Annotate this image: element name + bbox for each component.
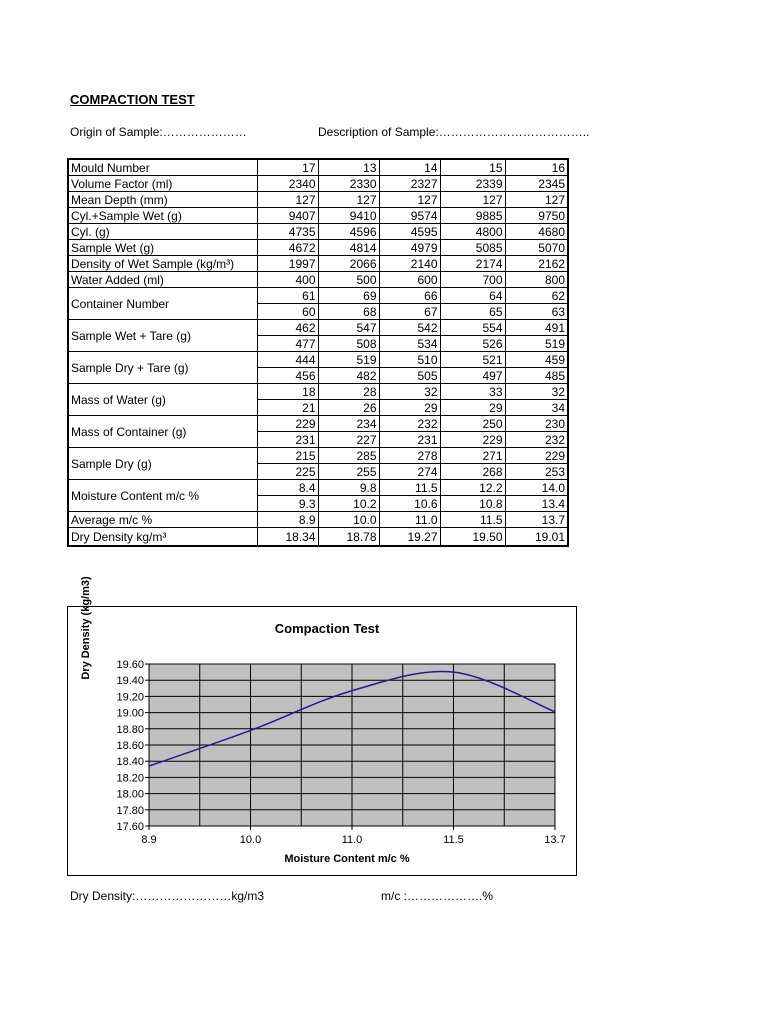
table-cell: 9750 bbox=[505, 208, 568, 224]
table-cell: 127 bbox=[257, 192, 318, 208]
table-cell: 10.8 bbox=[440, 496, 505, 512]
table-cell: 526 bbox=[440, 336, 505, 352]
table-cell: 19.27 bbox=[379, 528, 440, 547]
row-label: Container Number bbox=[68, 288, 257, 320]
table-cell: 2066 bbox=[318, 256, 379, 272]
table-cell: 4979 bbox=[379, 240, 440, 256]
table-cell: 2340 bbox=[257, 176, 318, 192]
table-cell: 9.3 bbox=[257, 496, 318, 512]
table-cell: 28 bbox=[318, 384, 379, 400]
table-cell: 18.34 bbox=[257, 528, 318, 547]
table-cell: 10.6 bbox=[379, 496, 440, 512]
table-cell: 482 bbox=[318, 368, 379, 384]
table-cell: 456 bbox=[257, 368, 318, 384]
table-cell: 229 bbox=[505, 448, 568, 464]
y-tick-label: 17.60 bbox=[116, 821, 144, 833]
table-cell: 491 bbox=[505, 320, 568, 336]
table-cell: 8.4 bbox=[257, 480, 318, 496]
table-cell: 68 bbox=[318, 304, 379, 320]
table-cell: 34 bbox=[505, 400, 568, 416]
table-cell: 274 bbox=[379, 464, 440, 480]
row-label: Mould Number bbox=[68, 159, 257, 176]
description-of-sample-label: Description of Sample:……………………………….. bbox=[318, 125, 590, 139]
table-cell: 11.5 bbox=[379, 480, 440, 496]
table-cell: 5070 bbox=[505, 240, 568, 256]
table-cell: 232 bbox=[379, 416, 440, 432]
table-cell: 255 bbox=[318, 464, 379, 480]
y-axis-label: Dry Density (kg/m3) bbox=[80, 576, 92, 680]
chart-svg bbox=[68, 607, 576, 875]
row-label: Sample Dry + Tare (g) bbox=[68, 352, 257, 384]
table-cell: 9407 bbox=[257, 208, 318, 224]
table-cell: 33 bbox=[440, 384, 505, 400]
x-tick-label: 11.5 bbox=[443, 834, 464, 846]
table-cell: 13 bbox=[318, 159, 379, 176]
table-cell: 497 bbox=[440, 368, 505, 384]
y-tick-label: 18.00 bbox=[116, 788, 144, 801]
page-title: COMPACTION TEST bbox=[70, 92, 195, 107]
x-axis-label: Moisture Content m/c % bbox=[284, 853, 410, 865]
table-cell: 2174 bbox=[440, 256, 505, 272]
table-cell: 700 bbox=[440, 272, 505, 288]
table-cell: 18.78 bbox=[318, 528, 379, 547]
row-label: Sample Wet (g) bbox=[68, 240, 257, 256]
y-tick-label: 18.20 bbox=[116, 772, 144, 785]
table-cell: 11.0 bbox=[379, 512, 440, 528]
table-cell: 215 bbox=[257, 448, 318, 464]
table-cell: 230 bbox=[505, 416, 568, 432]
table-row bbox=[68, 320, 568, 336]
table-cell: 444 bbox=[257, 352, 318, 368]
table-cell: 477 bbox=[257, 336, 318, 352]
row-label: Sample Dry (g) bbox=[68, 448, 257, 480]
table-cell: 2345 bbox=[505, 176, 568, 192]
table-row bbox=[68, 384, 568, 400]
table-cell: 2140 bbox=[379, 256, 440, 272]
table-cell: 4672 bbox=[257, 240, 318, 256]
table-cell: 14.0 bbox=[505, 480, 568, 496]
footer-dry-density-field: Dry Density:……………………kg/m3 bbox=[70, 889, 265, 903]
table-cell: 26 bbox=[318, 400, 379, 416]
table-cell: 9410 bbox=[318, 208, 379, 224]
table-cell: 9574 bbox=[379, 208, 440, 224]
compaction-data-table bbox=[67, 158, 569, 547]
table-cell: 65 bbox=[440, 304, 505, 320]
table-row bbox=[68, 272, 568, 288]
table-cell: 459 bbox=[505, 352, 568, 368]
y-tick-label: 18.40 bbox=[116, 756, 144, 769]
table-cell: 15 bbox=[440, 159, 505, 176]
row-label: Mass of Water (g) bbox=[68, 384, 257, 416]
row-label: Mean Depth (mm) bbox=[68, 192, 257, 208]
y-tick-label: 18.60 bbox=[116, 740, 144, 752]
x-tick-label: 13.7 bbox=[544, 834, 566, 846]
table-row bbox=[68, 176, 568, 192]
table-cell: 127 bbox=[318, 192, 379, 208]
table-cell: 2339 bbox=[440, 176, 505, 192]
table-cell: 4596 bbox=[318, 224, 379, 240]
table-cell: 17 bbox=[257, 159, 318, 176]
table-cell: 542 bbox=[379, 320, 440, 336]
table-row bbox=[68, 256, 568, 272]
table-row bbox=[68, 288, 568, 304]
table-cell: 285 bbox=[318, 448, 379, 464]
table-cell: 519 bbox=[505, 336, 568, 352]
table-cell: 547 bbox=[318, 320, 379, 336]
footer-moisture-content-field: m/c :……………….% bbox=[381, 889, 494, 903]
row-label: Water Added (ml) bbox=[68, 272, 257, 288]
origin-of-sample-label: Origin of Sample:………………… bbox=[70, 125, 247, 139]
table-cell: 18 bbox=[257, 384, 318, 400]
table-cell: 250 bbox=[440, 416, 505, 432]
table-cell: 127 bbox=[440, 192, 505, 208]
table-cell: 64 bbox=[440, 288, 505, 304]
table-cell: 29 bbox=[440, 400, 505, 416]
table-cell: 67 bbox=[379, 304, 440, 320]
table-cell: 519 bbox=[318, 352, 379, 368]
table-row bbox=[68, 352, 568, 368]
table-row bbox=[68, 240, 568, 256]
table-cell: 66 bbox=[379, 288, 440, 304]
y-tick-label: 19.00 bbox=[116, 707, 144, 720]
table-cell: 4800 bbox=[440, 224, 505, 240]
table-cell: 521 bbox=[440, 352, 505, 368]
table-cell: 19.50 bbox=[440, 528, 505, 547]
table-row bbox=[68, 448, 568, 464]
row-label: Cyl.+Sample Wet (g) bbox=[68, 208, 257, 224]
table-cell: 32 bbox=[505, 384, 568, 400]
table-cell: 500 bbox=[318, 272, 379, 288]
table-cell: 9.8 bbox=[318, 480, 379, 496]
table-cell: 229 bbox=[257, 416, 318, 432]
table-cell: 29 bbox=[379, 400, 440, 416]
y-tick-label: 19.60 bbox=[116, 659, 144, 671]
table-row bbox=[68, 480, 568, 496]
table-cell: 600 bbox=[379, 272, 440, 288]
y-tick-label: 17.80 bbox=[116, 804, 144, 817]
row-label: Volume Factor (ml) bbox=[68, 176, 257, 192]
table-cell: 4595 bbox=[379, 224, 440, 240]
table-cell: 554 bbox=[440, 320, 505, 336]
row-label: Average m/c % bbox=[68, 512, 257, 528]
table-cell: 1997 bbox=[257, 256, 318, 272]
table-cell: 127 bbox=[505, 192, 568, 208]
table-cell: 10.2 bbox=[318, 496, 379, 512]
table-cell: 8.9 bbox=[257, 512, 318, 528]
row-label: Mass of Container (g) bbox=[68, 416, 257, 448]
table-row bbox=[68, 192, 568, 208]
table-cell: 231 bbox=[379, 432, 440, 448]
row-label: Moisture Content m/c % bbox=[68, 480, 257, 512]
table-cell: 225 bbox=[257, 464, 318, 480]
table-cell: 4814 bbox=[318, 240, 379, 256]
table-row bbox=[68, 416, 568, 432]
table-row bbox=[68, 512, 568, 528]
table-cell: 127 bbox=[379, 192, 440, 208]
table-cell: 12.2 bbox=[440, 480, 505, 496]
table-cell: 400 bbox=[257, 272, 318, 288]
table-cell: 63 bbox=[505, 304, 568, 320]
compaction-chart bbox=[67, 606, 577, 876]
y-tick-label: 19.20 bbox=[116, 691, 144, 704]
table-row bbox=[68, 528, 568, 547]
table-cell: 4680 bbox=[505, 224, 568, 240]
table-cell: 229 bbox=[440, 432, 505, 448]
table-cell: 13.7 bbox=[505, 512, 568, 528]
row-label: Sample Wet + Tare (g) bbox=[68, 320, 257, 352]
table-cell: 61 bbox=[257, 288, 318, 304]
table-cell: 278 bbox=[379, 448, 440, 464]
row-label: Dry Density kg/m³ bbox=[68, 528, 257, 547]
table-cell: 232 bbox=[505, 432, 568, 448]
table-row bbox=[68, 224, 568, 240]
table-cell: 16 bbox=[505, 159, 568, 176]
y-tick-label: 18.80 bbox=[116, 723, 144, 736]
row-label: Cyl. (g) bbox=[68, 224, 257, 240]
table-cell: 11.5 bbox=[440, 512, 505, 528]
table-cell: 9885 bbox=[440, 208, 505, 224]
table-cell: 485 bbox=[505, 368, 568, 384]
table-cell: 13.4 bbox=[505, 496, 568, 512]
table-cell: 534 bbox=[379, 336, 440, 352]
table-row bbox=[68, 159, 568, 176]
table-cell: 2162 bbox=[505, 256, 568, 272]
table-cell: 69 bbox=[318, 288, 379, 304]
table-row bbox=[68, 208, 568, 224]
x-tick-label: 10.0 bbox=[239, 834, 262, 846]
table-cell: 14 bbox=[379, 159, 440, 176]
table-cell: 505 bbox=[379, 368, 440, 384]
row-label: Density of Wet Sample (kg/m³) bbox=[68, 256, 257, 272]
table-cell: 227 bbox=[318, 432, 379, 448]
table-cell: 462 bbox=[257, 320, 318, 336]
table-cell: 510 bbox=[379, 352, 440, 368]
table-cell: 231 bbox=[257, 432, 318, 448]
table-cell: 19.01 bbox=[505, 528, 568, 547]
table-cell: 234 bbox=[318, 416, 379, 432]
table-cell: 253 bbox=[505, 464, 568, 480]
table-cell: 21 bbox=[257, 400, 318, 416]
table-cell: 508 bbox=[318, 336, 379, 352]
table-cell: 60 bbox=[257, 304, 318, 320]
chart-title: Compaction Test bbox=[274, 621, 380, 636]
table-cell: 5085 bbox=[440, 240, 505, 256]
table-cell: 800 bbox=[505, 272, 568, 288]
x-tick-label: 8.9 bbox=[141, 834, 157, 846]
y-tick-label: 19.40 bbox=[116, 675, 144, 688]
table-cell: 2330 bbox=[318, 176, 379, 192]
table-cell: 4735 bbox=[257, 224, 318, 240]
table-cell: 32 bbox=[379, 384, 440, 400]
table-cell: 2327 bbox=[379, 176, 440, 192]
table-cell: 10.0 bbox=[318, 512, 379, 528]
table-cell: 271 bbox=[440, 448, 505, 464]
table-cell: 268 bbox=[440, 464, 505, 480]
table-cell: 62 bbox=[505, 288, 568, 304]
x-tick-label: 11.0 bbox=[341, 834, 363, 846]
